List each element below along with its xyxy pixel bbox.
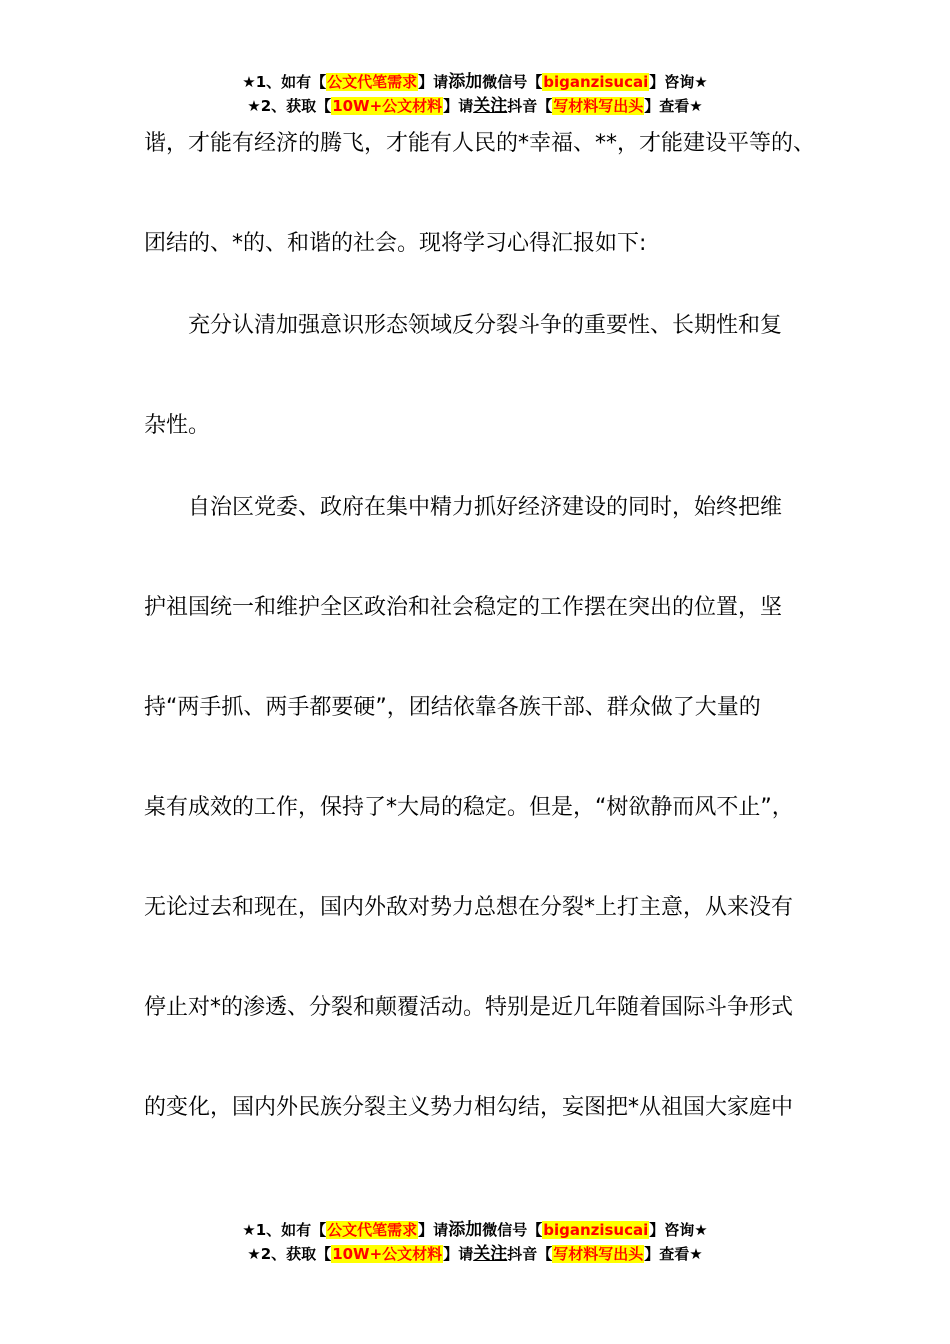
banner-line-1: ★1、如有【公文代笔需求】请添加微信号【biganzisucai】咨询★ (242, 72, 708, 92)
banner-line-2: ★2、获取【10W+公文材料】请关注抖音【写材料写出头】查看★ (247, 1244, 703, 1264)
highlight-douyin-account: 写材料写出头 (553, 1245, 644, 1263)
highlight-wechat-id: biganzisucai (543, 1221, 649, 1239)
paragraph-heading-line: 充分认清加强意识形态领域反分裂斗争的重要性、长期性和复 (188, 313, 783, 338)
paragraph-line: 团结的、*的、和谐的社会。现将学习心得汇报如下: (144, 231, 647, 256)
paragraph-line: 谐，才能有经济的腾飞，才能有人民的*幸福、**，才能建设平等的、 (144, 131, 816, 156)
banner-line-2: ★2、获取【10W+公文材料】请关注抖音【写材料写出头】查看★ (247, 96, 703, 116)
banner-line-1: ★1、如有【公文代笔需求】请添加微信号【biganzisucai】咨询★ (242, 1220, 708, 1240)
highlight-materials: 10W+公文材料 (332, 1245, 443, 1263)
highlight-materials: 10W+公文材料 (332, 97, 443, 115)
paragraph-line: 停止对*的渗透、分裂和颠覆活动。特别是近几年随着国际斗争形式 (144, 995, 794, 1020)
paragraph-line: 自治区党委、政府在集中精力抓好经济建设的同时，始终把维 (188, 495, 783, 520)
paragraph-line: 桌有成效的工作，保持了*大局的稳定。但是，“树欲静而风不止”， (144, 795, 794, 820)
paragraph-line: 持“两手抓、两手都要硬”，团结依靠各族干部、群众做了大量的 (144, 695, 761, 720)
footer-banner (0, 1218, 950, 1266)
highlight-service: 公文代笔需求 (327, 1221, 418, 1239)
paragraph-line: 护祖国统一和维护全区政治和社会稳定的工作摆在突出的位置，坚 (144, 595, 783, 620)
paragraph-line: 无论过去和现在，国内外敌对势力总想在分裂*上打主意，从来没有 (144, 895, 794, 920)
highlight-service: 公文代笔需求 (327, 73, 418, 91)
paragraph-line: 的变化，国内外民族分裂主义势力相勾结，妄图把*从祖国大家庭中 (144, 1095, 794, 1120)
header-banner (0, 70, 950, 118)
highlight-wechat-id: biganzisucai (543, 73, 649, 91)
highlight-douyin-account: 写材料写出头 (553, 97, 644, 115)
paragraph-heading-line: 杂性。 (144, 413, 211, 438)
